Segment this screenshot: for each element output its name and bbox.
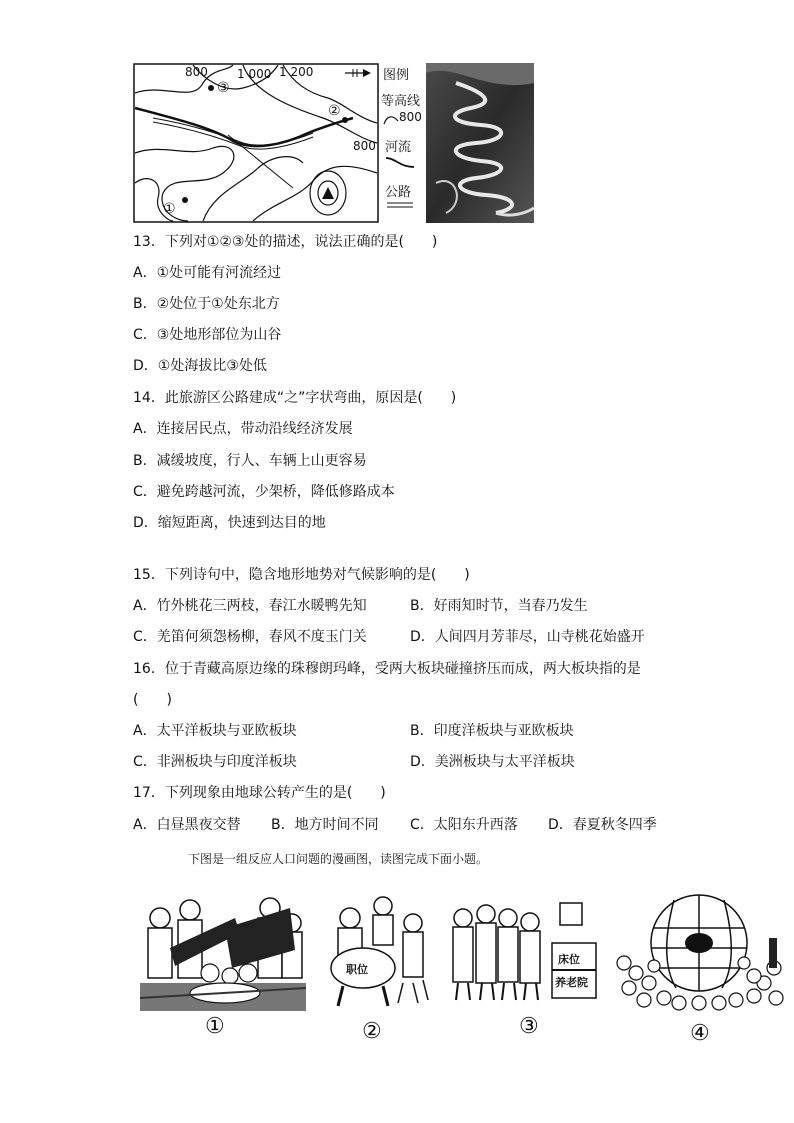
q13-option-c[interactable]: C．③处地形部位为山谷 [133, 327, 282, 343]
q15-option-a[interactable]: A．竹外桃花三两枝，春江水暖鸭先知 [133, 598, 367, 614]
legend-contour-sample: 800 [399, 110, 422, 124]
cartoon-4-drawing [614, 888, 788, 1018]
cartoon-4 [614, 888, 788, 1018]
q15-option-d[interactable]: D．人间四月芳菲尽，山寺桃花始盛开 [410, 629, 645, 645]
q14-option-a[interactable]: A．连接居民点，带动沿线经济发展 [133, 421, 353, 437]
q13-option-a[interactable]: A．①处可能有河流经过 [133, 265, 282, 281]
contour-map [133, 63, 379, 223]
road-symbol-icon [385, 201, 415, 209]
q17-option-c[interactable]: C．太阳东升西落 [410, 817, 518, 833]
q13-option-d[interactable]: D．①处海拔比③处低 [133, 358, 267, 374]
legend-river: 河流 [385, 140, 412, 155]
cartoon-1-drawing [140, 888, 306, 1012]
q15-option-b[interactable]: B．好雨知时节，当春乃发生 [410, 598, 588, 614]
q16-stem-cont: ( ) [133, 692, 172, 708]
q16-option-a[interactable]: A．太平洋板块与亚欧板块 [133, 723, 297, 739]
contour-label-1000: 1 000 [237, 67, 272, 81]
nursing-home-sign: 养老院 [555, 976, 588, 989]
q15-option-c[interactable]: C．羌笛何须怨杨柳，春风不度玉门关 [133, 629, 367, 645]
contour-label-800-top: 800 [185, 65, 208, 79]
q17-option-d[interactable]: D．春夏秋冬四季 [548, 817, 657, 833]
q16-option-d[interactable]: D．美洲板块与太平洋板块 [410, 754, 575, 770]
q14-stem: 14．此旅游区公路建成“之”字状弯曲，原因是( ) [133, 390, 457, 406]
contour-label-800-right: 800 [353, 139, 376, 153]
cartoon-label-2: ② [362, 1019, 382, 1044]
q16-option-b[interactable]: B．印度洋板块与亚欧板块 [410, 723, 574, 739]
river-symbol-icon [385, 155, 415, 169]
winding-road-photo-drawing [426, 63, 534, 223]
legend-road: 公路 [385, 185, 412, 200]
cartoon-1 [140, 888, 306, 1012]
cartoon-intro: 下图是一组反应人口问题的漫画图，读图完成下面小题。 [188, 852, 489, 866]
q14-option-c[interactable]: C．避免跨越河流，少架桥，降低修路成本 [133, 484, 395, 500]
q17-option-b[interactable]: B．地方时间不同 [271, 817, 379, 833]
contour-label-1200: 1 200 [279, 65, 314, 79]
pot-label: 职位 [346, 963, 368, 976]
cartoon-2 [328, 888, 436, 1012]
point-2-label: ② [328, 103, 341, 119]
winding-road-photo [426, 63, 534, 223]
contour-symbol-icon [383, 113, 399, 125]
legend-contour: 等高线 [381, 94, 421, 109]
q13-option-b[interactable]: B．②处位于①处东北方 [133, 296, 280, 312]
cartoon-3 [448, 888, 602, 1006]
point-3-label: ③ [217, 80, 230, 96]
cartoon-label-4: ④ [690, 1021, 710, 1046]
bed-sign: 床位 [558, 953, 580, 966]
q17-option-a[interactable]: A．白昼黑夜交替 [133, 817, 241, 833]
q14-option-b[interactable]: B．减缓坡度，行人、车辆上山更容易 [133, 453, 367, 469]
q13-stem: 13．下列对①②③处的描述，说法正确的是( ) [133, 234, 438, 250]
map-legend [381, 63, 427, 223]
cartoon-label-1: ① [205, 1014, 225, 1039]
cartoon-2-drawing [328, 888, 436, 1012]
point-1-label: ① [163, 201, 176, 217]
q14-option-d[interactable]: D．缩短距离，快速到达目的地 [133, 515, 326, 531]
cartoon-label-3: ③ [519, 1014, 539, 1039]
q15-stem: 15．下列诗句中，隐含地形地势对气候影响的是( ) [133, 567, 470, 583]
q16-option-c[interactable]: C．非洲板块与印度洋板块 [133, 754, 297, 770]
q16-stem: 16．位于青藏高原边缘的珠穆朗玛峰，受两大板块碰撞挤压而成，两大板块指的是 [133, 661, 641, 677]
contour-map-drawing [133, 63, 379, 223]
legend-title: 图例 [383, 68, 410, 83]
q17-stem: 17．下列现象由地球公转产生的是( ) [133, 785, 386, 801]
